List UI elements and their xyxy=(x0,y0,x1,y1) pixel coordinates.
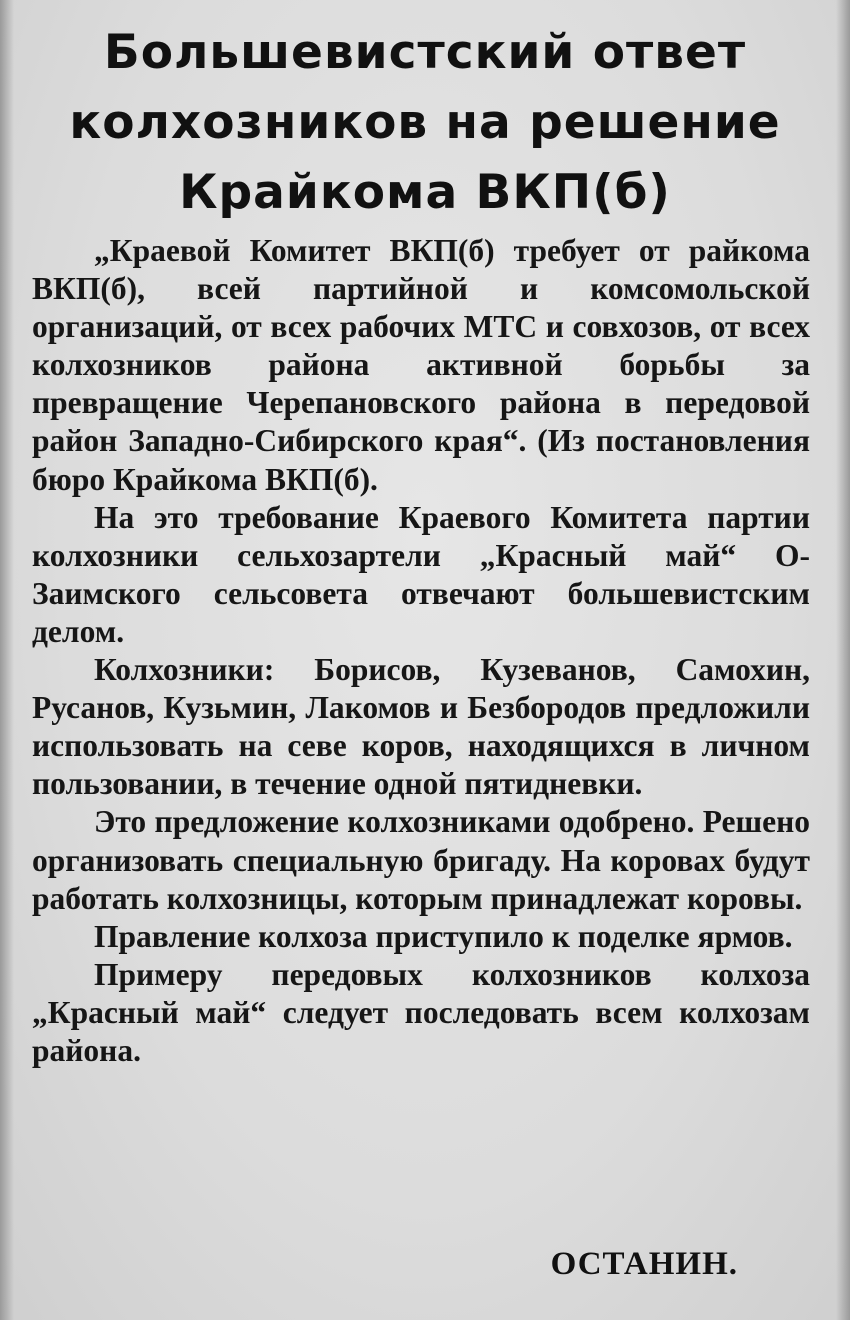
paper-edge-left xyxy=(0,0,14,1320)
article-headline xyxy=(60,18,790,228)
paragraph-board: Правление колхоза приступило к поделке ярмов. xyxy=(94,918,793,954)
author-signature: ОСТАНИН. xyxy=(550,1246,738,1282)
headline-line-2: колхозников на решение xyxy=(69,95,781,150)
headline-line-1: Большевистский ответ xyxy=(103,25,747,80)
article-body xyxy=(32,232,810,1070)
paragraph-collective-farmers: Колхозники: Борисов, Кузеванов, Самохин, Русанов, Кузьмин, Лакомов и Безбородов предложили использовать на севе коров, находящихся в личном пользовании, в течение одной пятидневки. xyxy=(32,652,810,802)
paragraph-approval: Это предложение колхозниками одобрено. Решено организовать специальную бригаду. На коровах будут работать колхозницы, которым принадлежат коровы. xyxy=(32,804,810,916)
headline-line-3: Крайкома ВКП(б) xyxy=(179,165,671,220)
paragraph-example: Примеру передовых колхозников колхоза „Красный май“ следует последовать всем колхозам района. xyxy=(32,956,810,1068)
paragraph-response: На это требование Краевого Комитета партии колхозники сельхозартели „Красный май“ О-Заимского сельсовета отвечают большевистским делом. xyxy=(32,499,810,649)
paragraph-quote: „Краевой Комитет ВКП(б) требует от райкома ВКП(б), всей партийной и комсомольской организаций, от всех рабочих МТС и совхозов, от всех колхозников района активной борьбы за превращение Черепановского района в передовой район Западно-Сибирского края“. (Из постановления бюро Крайкома ВКП(б). xyxy=(32,233,810,497)
paper-edge-right xyxy=(836,0,850,1320)
